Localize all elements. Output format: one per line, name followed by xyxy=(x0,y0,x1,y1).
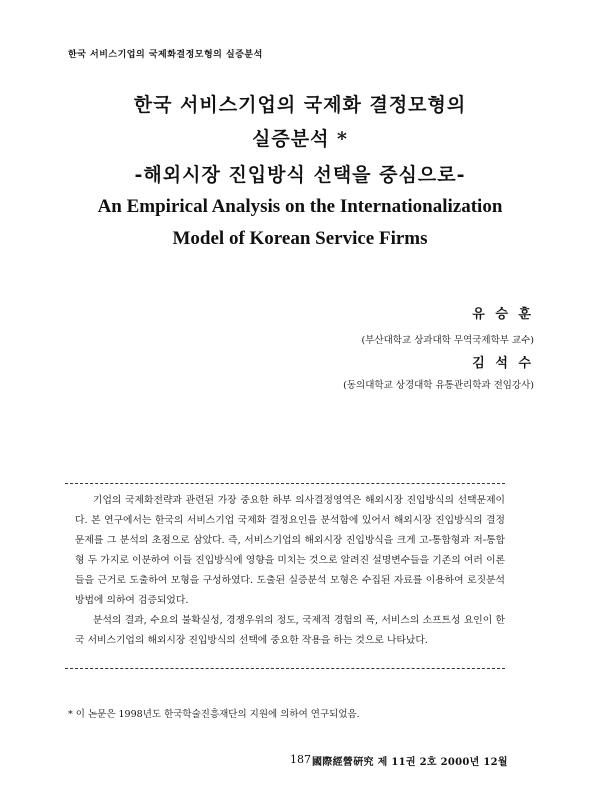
abstract xyxy=(75,491,505,651)
abstract-paragraph-1: 기업의 국제화전략과 관련된 가장 중요한 하부 의사결정영역은 해외시장 진입방식의 선택문제이다. 본 연구에서는 한국의 서비스기업 국제화 결정요인을 분석함에 있어서 해외시장 진입방식의 결정문제를 그 분석의 초점으로 삼았다. 즉, 서비스기업의 해외시장 진입방식을 크게 고-통합형과 저-통합형 두 가지로 이분하여 이들 진입방식에 영향을 미치는 것으로 알려진 설명변수들을 기존의 여러 이론들을 근거로 도출하여 모형을 구성하였다. 도출된 실증분석 모형은 수집된 자료를 이용하여 로짓분석 방법에 의하여 검증되었다. xyxy=(75,495,505,606)
title-korean-line-2: 실증분석 * xyxy=(252,128,348,150)
abstract-top-divider xyxy=(65,483,505,484)
title-english-line-1: An Empirical Analysis on the Internationalization xyxy=(97,196,503,217)
author-affiliation-2: (동의대학교 상경대학 유통관리학과 전임강사) xyxy=(343,380,534,391)
title-english-line-2: Model of Korean Service Firms xyxy=(172,228,428,249)
abstract-bottom-divider xyxy=(65,668,505,669)
author-name-2: 김 석 수 xyxy=(472,356,534,371)
footnote: * 이 논문은 1998년도 한국학술진흥재단의 지원에 의하여 연구되었음. xyxy=(68,709,360,720)
subtitle-korean: -해외시장 진입방식 선택을 중심으로- xyxy=(134,164,466,186)
journal-citation: 國際經營硏究 제 11권 2호 2000년 12월 xyxy=(312,757,508,768)
author-name-1: 유 승 훈 xyxy=(472,307,534,322)
title-korean-line-1: 한국 서비스기업의 국제화 결정모형의 xyxy=(133,94,467,116)
author-affiliation-1: (부산대학교 상과대학 무역국제학부 교수) xyxy=(361,335,534,346)
abstract-paragraph-2: 분석의 결과, 수요의 불확실성, 경쟁우위의 정도, 국제적 경험의 폭, 서비스의 소프트성 요인이 한국 서비스기업의 해외시장 진입방식의 선택에 중요한 작용을 하는 것으로 나타났다. xyxy=(75,615,505,646)
running-head: 한국 서비스기업의 국제화결정모형의 실증분석 xyxy=(68,50,263,60)
page-number: 187 xyxy=(290,753,311,766)
